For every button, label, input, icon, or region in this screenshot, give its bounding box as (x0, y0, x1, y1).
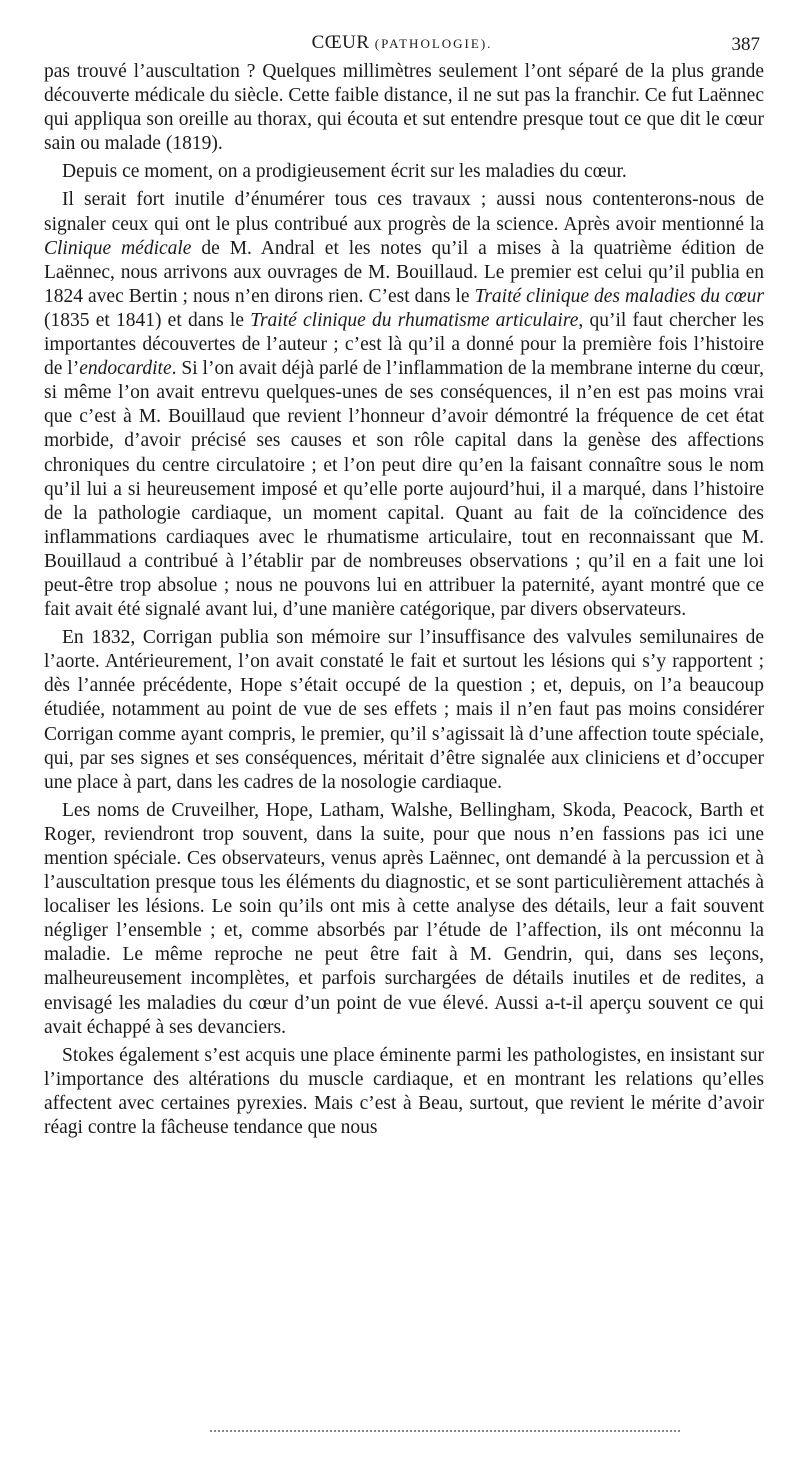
paragraph (44, 188, 764, 622)
text-run: de M. Andral et les notes qu’il a mises à la quatrième édition de Laënnec, nous arrivons aux ouvrages de M. Bouillaud. Le premier est celui qu’il publia en 1824 avec Bertin ; nous n’en dirons rien. C’est dans le (44, 237, 764, 307)
text-run: (1835 et 1841) et dans le (44, 309, 251, 331)
text-run: En 1832, Corrigan publia son mémoire sur l’insuffisance des valvules semilunaires de l’aorte. Antérieurement, l’on avait constaté le fait et surtout les lésions qui s’y rapportent ; dès l’année précédente, Hope s’était occupé de la question ; et, depuis, on l’a beaucoup étudiée, notamment au point de vue de ses effets ; mais il n’en faut pas moins considérer Corrigan comme ayant compris, le premier, qu’il s’agissait là d’une affection toute spéciale, qui, par ses signes et ses conséquences, méritait d’être signalée aux cliniciens et d’occuper une place à part, dans les cadres de la nosologie cardiaque. (44, 627, 764, 793)
italic-title: Clinique médicale (44, 237, 192, 259)
text-run: pas trouvé l’auscultation ? Quelques millimètres seulement l’ont séparé de la plus grande découverte médicale du siècle. Cette faible distance, il ne sut pas la franchir. Ce fut Laënnec qui appliqua son oreille au thorax, qui écouta et sut entendre presque tout ce que dit le cœur sain ou malade (1819). (44, 61, 764, 155)
running-title (44, 32, 760, 54)
paragraph (44, 60, 764, 156)
paragraph (44, 1044, 764, 1140)
running-title-main: CŒUR (311, 32, 370, 53)
text-run: Depuis ce moment, on a prodigieusement écrit sur les maladies du cœur. (62, 161, 627, 183)
body-text (44, 60, 764, 1140)
footer-rule (210, 1430, 680, 1432)
text-run: Les noms de Cruveilher, Hope, Latham, Walshe, Bellingham, Skoda, Peacock, Barth et Roger, reviendront trop souvent, dans la suite, pour que nous n’en fassions pas ici une mention spéciale. Ces observateurs, venus après Laënnec, ont demandé à la percussion et à l’auscultation presque tous les éléments du diagnostic, et se sont particulièrement attachés à localiser les lésions. Le soin qu’ils ont mis à cette analyse des détails, leur a fait souvent négliger l’ensemble ; et, comme absorbés par l’étude de l’affection, ils ont méconnu la maladie. Le même reproche ne peut être fait à M. Gendrin, qui, dans ses leçons, malheureusement incomplètes, et parfois surchargées de détails inutiles et de redites, a envisagé les maladies du cœur d’un point de vue élevé. Aussi a-t-il aperçu souvent ce qui avait échappé à ses devanciers. (44, 799, 764, 1038)
running-title-sub: (PATHOLOGIE). (374, 36, 493, 51)
italic-title: Traité clinique du rhumatisme articulaire (250, 309, 579, 331)
italic-title: Traité clinique des maladies du cœur (474, 285, 765, 307)
page-header (44, 30, 760, 60)
text-run: Il serait fort inutile d’énumérer tous ces travaux ; aussi nous contenterons-nous de signaler ceux qui ont le plus contribué aux progrès de la science. Après avoir mentionné la (44, 189, 764, 235)
text-run: , qu’il faut chercher les importantes découvertes de l’auteur ; c’est là qu’il a donné pour la première fois l’histoire de l’ (44, 309, 764, 380)
paragraph (44, 799, 764, 1040)
text-run: . Si l’on avait déjà parlé de l’inflammation de la membrane interne du cœur, si même l’on avait entrevu quelques-unes de ses conséquences, il n’en est pas moins vrai que c’est à M. Bouillaud que revient l’honneur d’avoir démontré la fréquence de cet état morbide, d’avoir précisé ses causes et son rôle capital dans la genèse des affections chroniques du centre circulatoire ; et l’on peut dire qu’en la faisant connaître sous le nom qu’il lui a si heureusement imposé et qu’elle porte aujourd’hui, il a marqué, dans l’histoire de la pathologie cardiaque, un moment capital. Quant au fait de la coïncidence des inflammations cardiaques avec le rhumatisme articulaire, tout en reconnaissant que M. Bouillaud a contribué à l’établir par de nombreuses observations ; qu’il en a fait une loi peut-être trop absolue ; nous ne pouvons lui en attribuer la paternité, ayant montré que ce fait avait été signalé avant lui, d’une manière catégorique, par divers observateurs. (44, 358, 764, 621)
paragraph (44, 626, 764, 795)
page-number: 387 (731, 34, 760, 55)
italic-title: endocardite (79, 358, 172, 380)
paragraph (44, 160, 764, 184)
text-run: Stokes également s’est acquis une place éminente parmi les pathologistes, en insistant sur l’importance des altérations du muscle cardiaque, et en montrant les relations qu’elles affectent avec certaines pyrexies. Mais c’est à Beau, surtout, que revient le mérite d’avoir réagi contre la fâcheuse tendance que nous (44, 1044, 764, 1139)
